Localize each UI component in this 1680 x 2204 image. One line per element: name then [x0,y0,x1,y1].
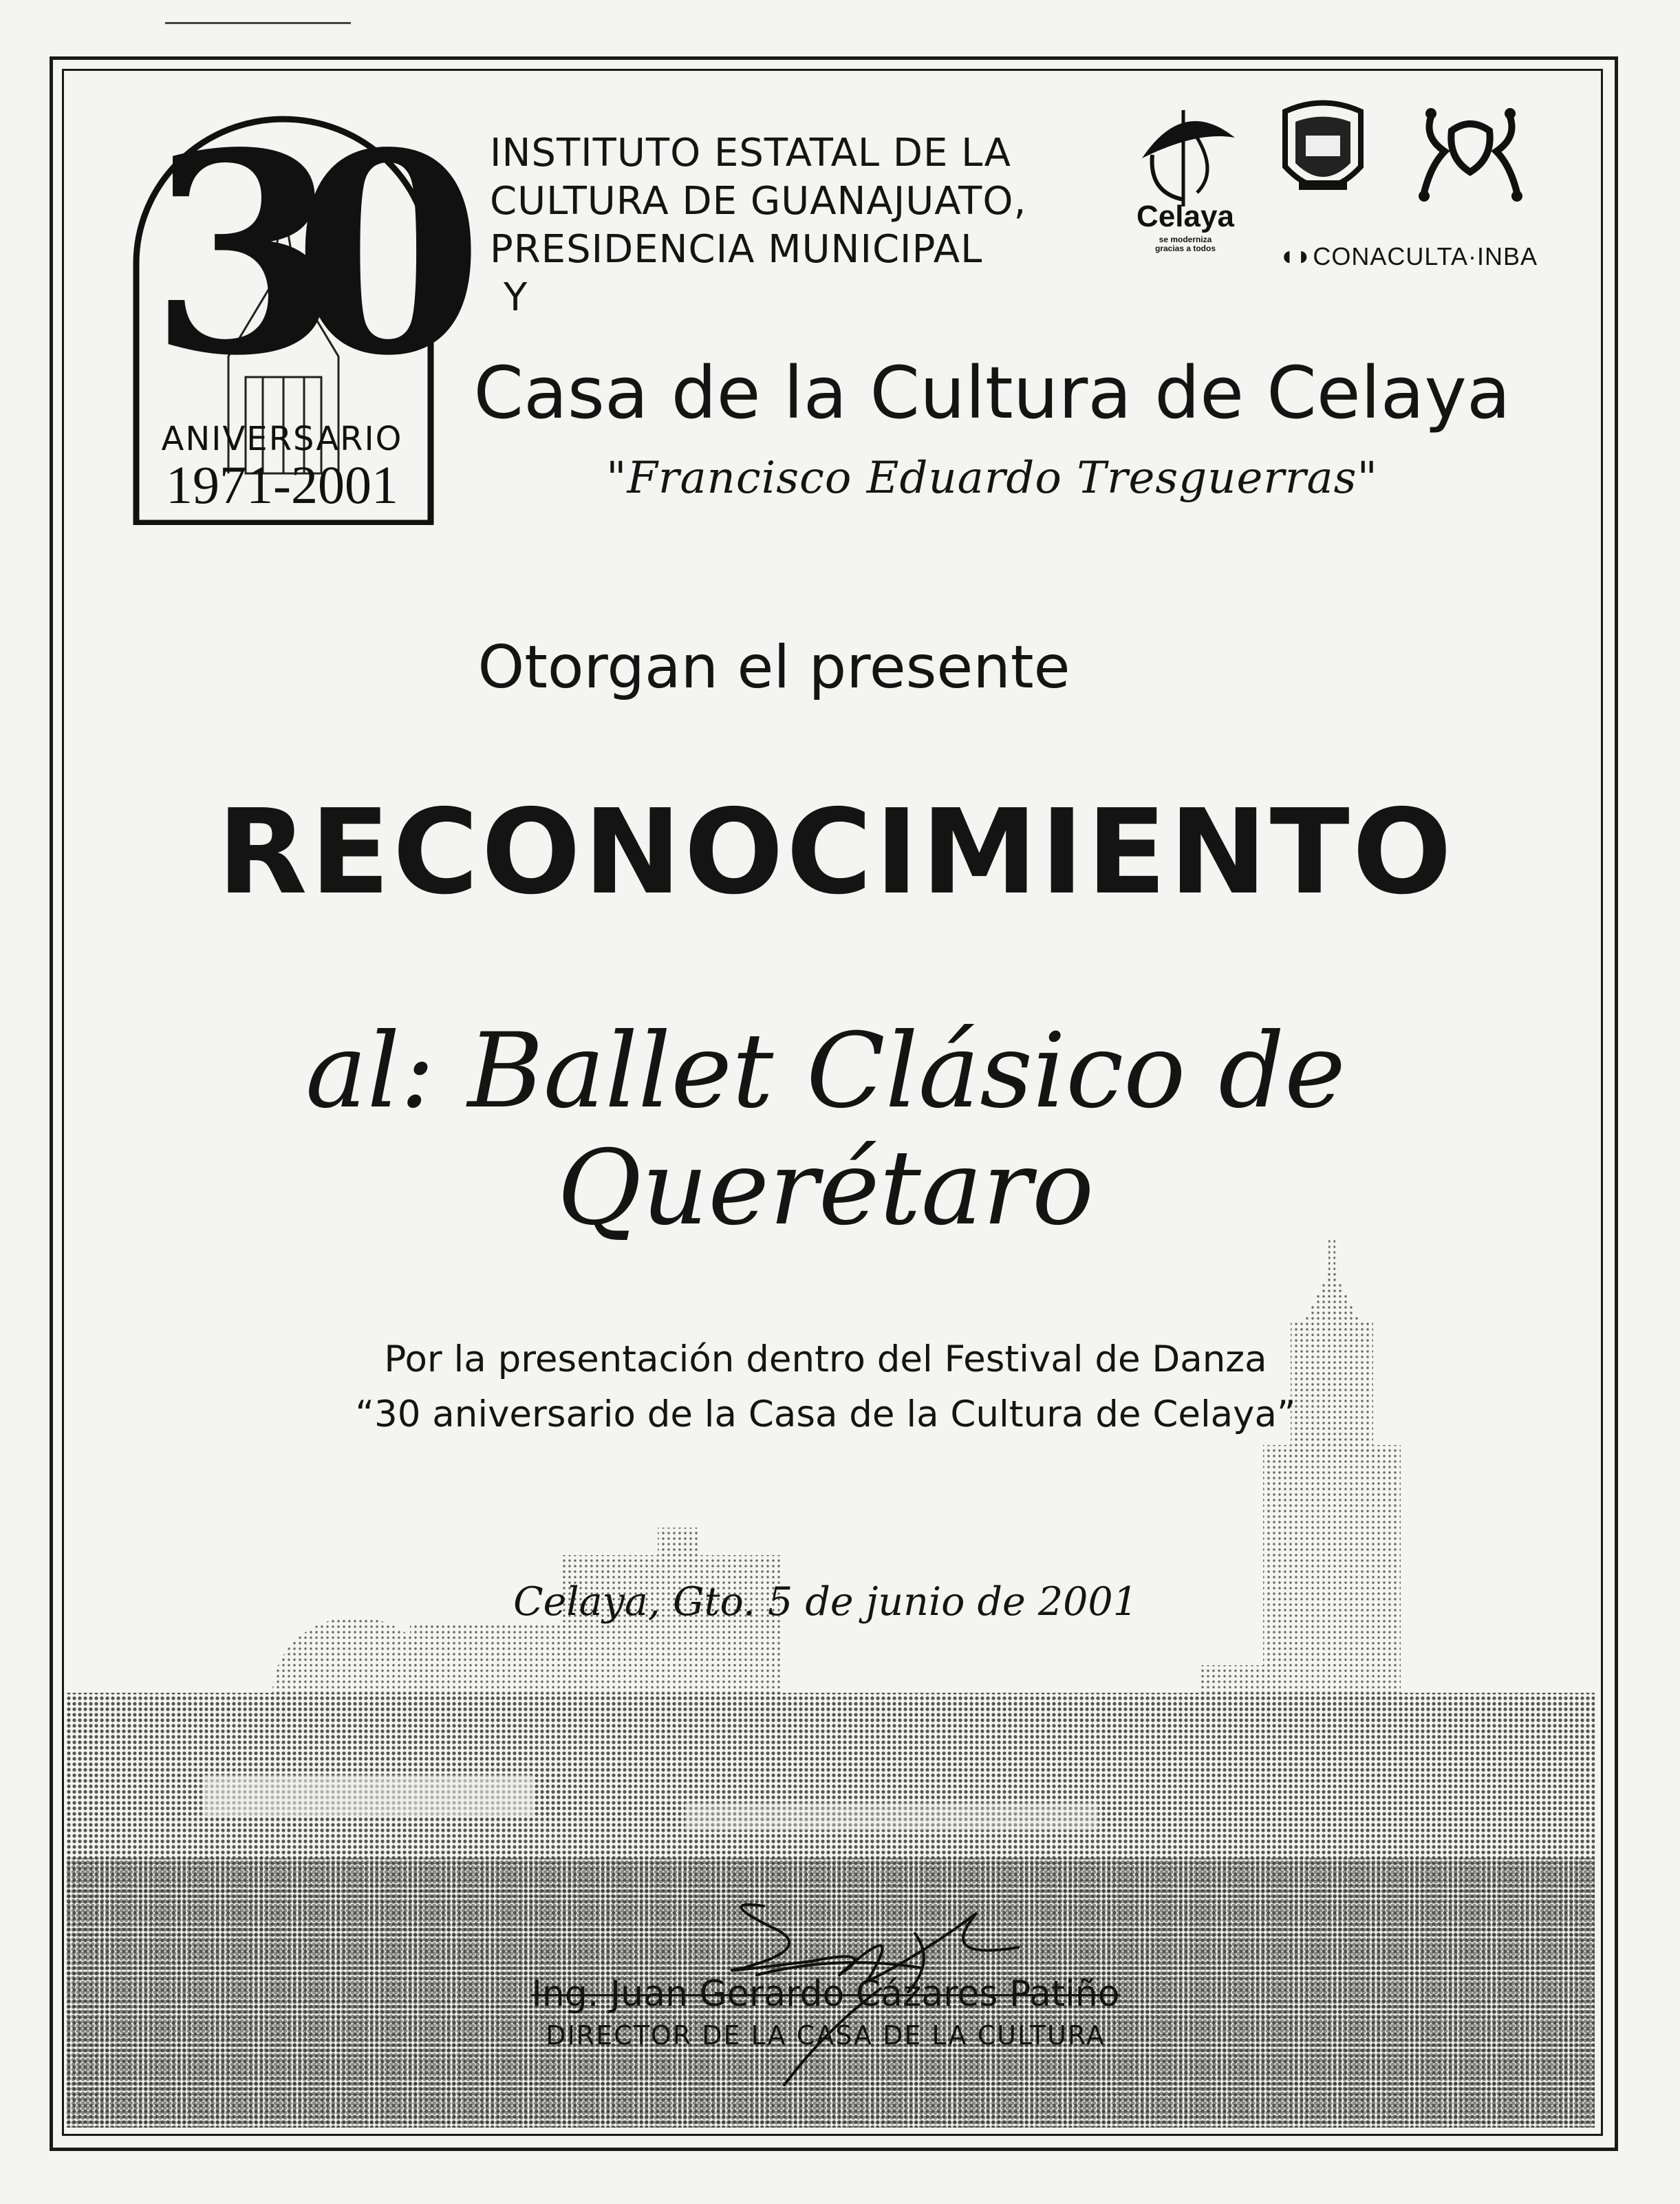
recipient-line-2: Querétaro [557,1128,1095,1248]
anniversary-years: 1971-2001 [166,455,398,515]
frog-logo-icon [1410,103,1531,206]
celaya-logo-slogan [1120,235,1251,253]
casa-subtitle: "Francisco Eduardo Tresguerras" [606,453,1378,504]
anniversary-word: ANIVERSARIO [161,420,403,458]
celaya-slogan-line: se moderniza [1159,235,1212,244]
institutions-block [490,129,1109,322]
conaculta-inba-logo [1278,241,1553,272]
institution-line: INSTITUTO ESTATAL DE LA [490,131,1011,175]
signatory-title: DIRECTOR DE LA CASA DE LA CULTURA [546,2020,1106,2051]
signatory-name: Ing. Juan Gerardo Cázares Patiño [531,1973,1120,2015]
celaya-slogan-line: gracias a todos [1154,244,1216,253]
certificate-heading: RECONOCIMIENTO [217,784,1455,921]
casa-title: Casa de la Cultura de Celaya [473,351,1511,435]
conaculta-text: CONACULTA·INBA [1313,242,1538,270]
otorgan-text: Otorgan el presente [477,633,1070,702]
municipal-seal-icon [1278,98,1368,204]
institution-line: CULTURA DE GUANAJUATO, [490,179,1027,224]
conaculta-mark-icon: ◖◗ [1278,241,1313,271]
reason-line-2: “30 aniversario de la Casa de la Cultura de Celaya” [355,1393,1296,1435]
place-date: Celaya, Gto. 5 de junio de 2001 [513,1579,1138,1625]
anniversary-number: 30 [149,93,436,416]
institution-line: Y [504,275,528,320]
recipient-line-1: al: Ballet Clásico de [305,1012,1346,1131]
celaya-logo-name: Celaya [1137,200,1234,233]
institution-line: PRESIDENCIA MUNICIPAL [490,227,983,272]
scan-mark [165,22,351,24]
reason-line-1: Por la presentación dentro del Festival de Danza [384,1338,1267,1380]
